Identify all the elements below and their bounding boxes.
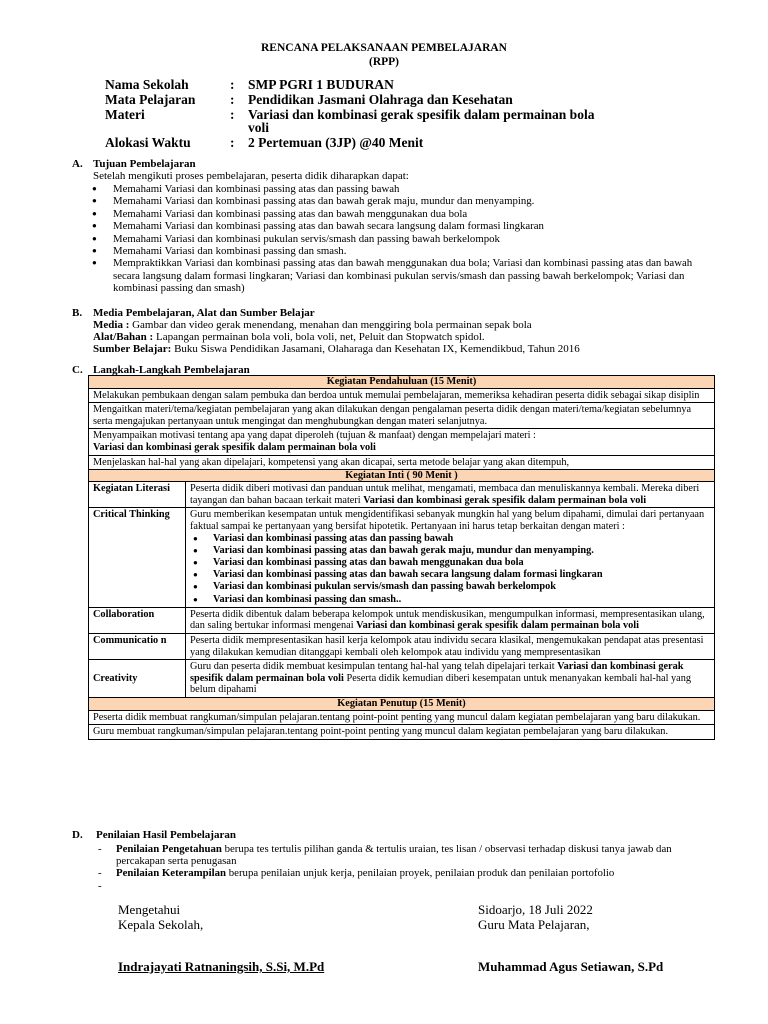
table-row [89, 455, 715, 469]
section-d-title: Penilaian Hasil Pembelajaran [96, 829, 236, 841]
list-item [96, 843, 716, 867]
motivasi-text: Menyampaikan motivasi tentang apa yang dapat diperoleh (tujuan & manfaat) dengan mempelajari materi : [93, 430, 536, 442]
list-item: ● Variasi dan kombinasi pukulan servis/smash dan passing bawah berkelompok [190, 581, 710, 593]
creat-bold: Variasi dan kombinasi gerak spesifik dalam permainan bola voli [190, 661, 684, 684]
comm-cell: Peserta didik mempresentasikan hasil kerja kelompok atau individu secara klasikal, mengemukakan pendapat atas presentasi yang dilakukan kemudian ditanggapi kembali oleh kelompok atau individu yang mempresentasikan [186, 633, 715, 659]
alat-value: Lapangan permainan bola voli, bola voli, net, Peluit dan Stopwatch spidol. [153, 331, 485, 343]
list-item: ● Variasi dan kombinasi passing atas dan passing bawah [190, 533, 710, 545]
collab-text: Peserta didik dibentuk dalam beberapa kelompok untuk mendiskusikan, mengumpulkan informasi, mempresentasikan ulang, dan saling bertukar informasi mengenai [190, 608, 705, 632]
literasi-cell [186, 482, 715, 508]
list-item: ● Memahami Variasi dan kombinasi passing dan smash. [88, 245, 713, 257]
info-label-school: Nama Sekolah [105, 77, 189, 92]
info-value-time: 2 Pertemuan (3JP) @40 Menit [248, 135, 424, 150]
section-c-title: Langkah-Langkah Pembelajaran [93, 364, 250, 376]
alat-label: Alat/Bahan : [93, 331, 154, 343]
info-value-school: SMP PGRI 1 BUDURAN [248, 77, 394, 92]
sumber-label: Sumber Belajar: [93, 343, 172, 355]
table-row: Guru membuat rangkuman/simpulan pelajaran.tentang point-point penting yang muncul dalam kegiatan pembelajaran yang baru dilakukan. [89, 725, 715, 740]
literasi-text: Peserta didik diberi motivasi dan panduan untuk melihat, mengamati, membaca dan menuliskannya kembali. Mereka diberi tayangan dan bahan bacaan terkait materi [190, 483, 700, 506]
list-item: ● Variasi dan kombinasi passing atas dan bawah secara langsung dalam formasi lingkaran [190, 569, 710, 581]
list-item: ● Memahami Variasi dan kombinasi passing atas dan passing bawah [88, 183, 713, 195]
info-value-material: Variasi dan kombinasi gerak spesifik dalam permainan bola [248, 107, 595, 122]
section-b-title: Media Pembelajaran, Alat dan Sumber Belajar [93, 307, 315, 319]
critical-text: Guru memberikan kesempatan untuk mengidentifikasi sebanyak mungkin hal yang belum dipahami, dimulai dari pertanyaan faktual sampai ke pertanyaan yang bersifat hipotetik. Pertanyaan ini harus tetap berkaitan dengan materi : [190, 509, 705, 532]
teacher-name: Muhammad Agus Setiawan, S.Pd [478, 959, 664, 974]
creat-text: Guru dan peserta didik membuat kesimpulan tentang hal-hal yang telah dipelajari terkait [190, 661, 558, 673]
section-a-title: Tujuan Pembelajaran [93, 158, 196, 170]
sign-right-line2: Guru Mata Pelajaran, [478, 917, 590, 932]
list-item: ● Variasi dan kombinasi passing atas dan bawah menggunakan dua bola [190, 557, 710, 569]
pendahuluan-header: Kegiatan Pendahuluan (15 Menit) [89, 376, 715, 389]
table-row: Mengaitkan materi/tema/kegiatan pembelajaran yang akan dilakukan dengan pengalaman peserta didik dengan materi/tema/kegiatan sebelumnya serta mengajukan pertanyaan untuk mengingat dan menghubungkan dengan materi selanjutnya. [89, 403, 715, 429]
critical-label: Critical Thinking [89, 508, 186, 607]
collab-bold: Variasi dan kombinasi gerak spesifik dalam permainan bola voli [356, 620, 639, 632]
comm-label: Communicatio n [89, 633, 186, 659]
document-title: RENCANA PELAKSANAAN PEMBELAJARAN [261, 42, 507, 54]
inti-header: Kegiatan Inti ( 90 Menit ) [89, 469, 715, 482]
sign-left-line1: Mengetahui [118, 902, 181, 917]
list-item [96, 880, 716, 892]
media-line [93, 319, 532, 331]
collab-label: Collaboration [89, 607, 186, 633]
section-a-letter: A. [72, 158, 83, 170]
list-item: ● Memahami Variasi dan kombinasi passing atas dan bawah gerak maju, mundur dan menyamping. [88, 195, 713, 207]
info-sep: : [230, 107, 235, 122]
literasi-bold: Variasi dan kombinasi gerak spesifik dalam permainan bola voli [363, 494, 647, 506]
penutup-header: Kegiatan Penutup (15 Menit) [89, 697, 715, 710]
media-value: Gambar dan video gerak menendang, menahan dan menggiring bola permainan sepak bola [129, 319, 532, 331]
document-subtitle: (RPP) [368, 56, 399, 68]
assessment-knowledge-text: berupa tes tertulis pilihan ganda & tertulis uraian, tes lisan / observasi terhadap diskusi tanya jawab dan percakapan serta penugasan [116, 843, 672, 868]
literasi-label: Kegiatan Literasi [89, 482, 186, 508]
section-b-letter: B. [72, 307, 83, 319]
pendahuluan-last: Menjelaskan hal-hal yang akan dipelajari, kompetensi yang akan dicapai, serta metode belajar yang akan ditempuh, [93, 456, 570, 468]
info-sep: : [230, 92, 235, 107]
list-item: ● Variasi dan kombinasi passing atas dan bawah gerak maju, mundur dan menyamping. [190, 545, 710, 557]
list-item: ● Memahami Variasi dan kombinasi passing atas dan bawah menggunakan dua bola [88, 208, 713, 220]
sign-right-line1: Sidoarjo, 18 Juli 2022 [478, 902, 593, 917]
table-row: Peserta didik membuat rangkuman/simpulan pelajaran.tentang point-point penting yang muncul dalam kegiatan pembelajaran yang baru dilakukan. [89, 710, 715, 725]
info-value-subject: Pendidikan Jasmani Olahraga dan Kesehatan [248, 92, 513, 107]
table-row: Melakukan pembukaan dengan salam pembuka dan berdoa untuk memulai pembelajaran, memeriksa kehadiran peserta didik sebagai sikap disiplin [89, 388, 715, 403]
list-item: ● Memahami Variasi dan kombinasi pukulan servis/smash dan passing bawah berkelompok [88, 233, 713, 245]
sumber-value: Buku Siswa Pendidikan Jasamani, Olaharaga dan Kesehatan IX, Kemendikbud, Tahun 2016 [171, 343, 580, 355]
collab-cell [186, 607, 715, 633]
creat-text-2: Peserta didik kemudian diberi kesempatan untuk menanyakan kembali hal-hal yang belum dipahami [190, 672, 692, 696]
media-label: Media : [93, 319, 130, 331]
info-label-material: Materi [105, 107, 145, 122]
info-value-material-cont: voli [248, 120, 270, 135]
principal-name: Indrajayati Ratnaningsih, S.Si, M.Pd [118, 959, 325, 974]
info-sep: : [230, 135, 235, 150]
sumber-line [93, 343, 580, 355]
table-row [89, 429, 715, 455]
critical-list [190, 533, 710, 606]
sign-left-line2: Kepala Sekolah, [118, 917, 204, 932]
list-item: ● Memahami Variasi dan kombinasi passing atas dan bawah secara langsung dalam formasi lingkaran [88, 220, 713, 232]
critical-cell [186, 508, 715, 607]
creat-cell [186, 660, 715, 698]
creat-label: Creativity [89, 660, 186, 698]
section-d-letter: D. [72, 829, 83, 841]
list-item: ● Mempraktikkan Variasi dan kombinasi passing atas dan bawah menggunakan dua bola; Variasi dan kombinasi passing atas dan bawah secara langsung dalam formasi lingkaran; Variasi dan kombinasi pukulan servis/smash dan passing bawah berkelompok; Variasi dan kombinasi passing dan smash) [88, 257, 713, 294]
list-item [96, 867, 716, 879]
objectives-list [88, 183, 713, 295]
alat-line [93, 331, 485, 343]
assessment-list [96, 843, 716, 892]
info-sep: : [230, 77, 235, 92]
list-item: ● Variasi dan kombinasi passing dan smash.. [190, 594, 710, 606]
motivasi-bold: Variasi dan kombinasi gerak spesifik dalam permainan bola voli [93, 441, 376, 453]
assessment-skill-label: Penilaian Keterampilan [116, 867, 227, 880]
info-label-time: Alokasi Waktu [105, 135, 191, 150]
learning-steps-table [88, 375, 715, 740]
info-label-subject: Mata Pelajaran [105, 92, 196, 107]
section-a-intro: Setelah mengikuti proses pembelajaran, peserta didik diharapkan dapat: [93, 170, 409, 182]
assessment-skill-text: berupa penilaian unjuk kerja, penilaian proyek, penilaian produk dan penilaian portofolio [226, 867, 615, 880]
section-c-letter: C. [72, 364, 83, 376]
assessment-knowledge-label: Penilaian Pengetahuan [116, 843, 222, 855]
